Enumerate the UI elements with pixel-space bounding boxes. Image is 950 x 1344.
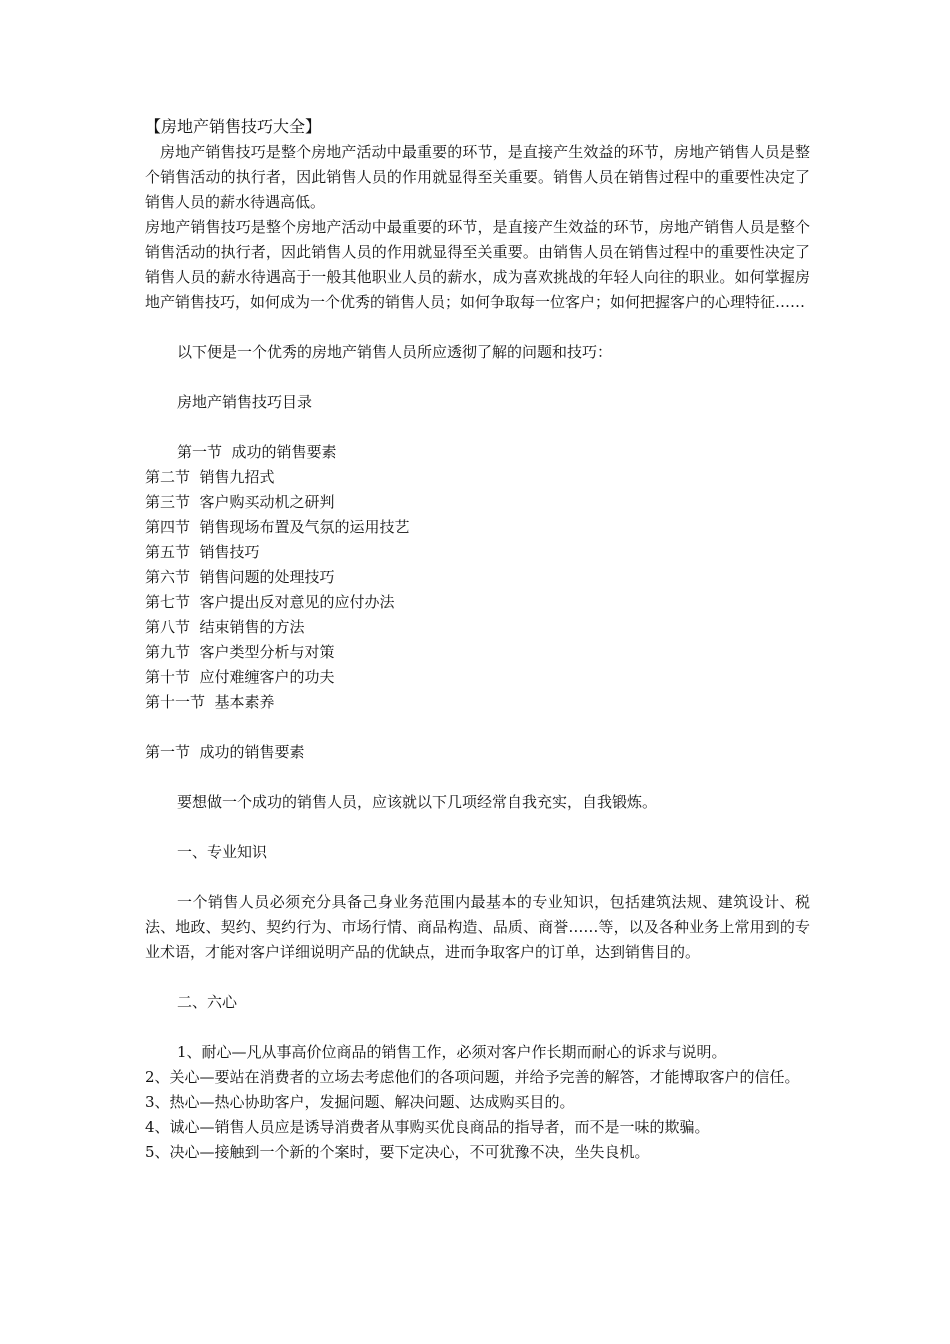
toc-list: [145, 440, 810, 715]
six-hearts-list: [145, 1040, 810, 1165]
toc-item: 第三节 客户购买动机之研判: [145, 493, 335, 511]
intro-paragraph-3: 以下便是一个优秀的房地产销售人员所应透彻了解的问题和技巧：: [177, 343, 613, 361]
list-item: 1、耐心—凡从事高价位商品的销售工作，必须对客户作长期而耐心的诉求与说明。: [177, 1043, 727, 1061]
intro-paragraph-2: 房地产销售技巧是整个房地产活动中最重要的环节，是直接产生效益的环节，房地产销售人员是整个销售活动的执行者，因此销售人员的作用就显得至关重要。由销售人员在销售过程中的重要性决定了销售人员的薪水待遇高于一般其他职业人员的薪水，成为喜欢挑战的年轻人向往的职业。如何掌握房地产销售技巧，如何成为一个优秀的销售人员；如何争取每一位客户；如何把握客户的心理特征……: [145, 218, 810, 311]
toc-item: 第二节 销售九招式: [145, 468, 275, 486]
toc-item: 第九节 客户类型分析与对策: [145, 643, 335, 661]
subsection-2-heading: 二、六心: [177, 993, 238, 1011]
toc-item: 第五节 销售技巧: [145, 543, 260, 561]
toc-item: 第一节 成功的销售要素: [177, 443, 337, 461]
toc-item: 第六节 销售问题的处理技巧: [145, 568, 335, 586]
toc-item: 第八节 结束销售的方法: [145, 618, 305, 636]
toc-item: 第十一节 基本素养: [145, 693, 275, 711]
document-title: 【房地产销售技巧大全】: [145, 117, 322, 136]
toc-title: 房地产销售技巧目录: [177, 393, 313, 411]
intro-paragraph-1: 房地产销售技巧是整个房地产活动中最重要的环节，是直接产生效益的环节，房地产销售人员是整个销售活动的执行者，因此销售人员的作用就显得至关重要。销售人员在销售过程中的重要性决定了销售人员的薪水待遇高低。: [145, 143, 810, 211]
section-1-intro: 要想做一个成功的销售人员，应该就以下几项经常自我充实，自我锻炼。: [177, 793, 658, 811]
list-item: 2、关心—要站在消费者的立场去考虑他们的各项问题，并给予完善的解答，才能博取客户的信任。: [145, 1068, 800, 1086]
toc-item: 第十节 应付难缠客户的功夫: [145, 668, 335, 686]
section-1-heading: 第一节 成功的销售要素: [145, 743, 305, 761]
document-page: [145, 114, 810, 1165]
subsection-1-text: 一个销售人员必须充分具备己身业务范围内最基本的专业知识，包括建筑法规、建筑设计、税法、地政、契约、契约行为、市场行情、商品构造、品质、商誉……等，以及各种业务上常用到的专业术语，才能对客户详细说明产品的优缺点，进而争取客户的订单，达到销售目的。: [145, 893, 810, 961]
subsection-1-heading: 一、专业知识: [177, 843, 268, 861]
toc-item: 第四节 销售现场布置及气氛的运用技艺: [145, 518, 410, 536]
list-item: 5、决心—接触到一个新的个案时，要下定决心，不可犹豫不决，坐失良机。: [145, 1143, 650, 1161]
list-item: 4、诚心—销售人员应是诱导消费者从事购买优良商品的指导者，而不是一味的欺骗。: [145, 1118, 710, 1136]
toc-item: 第七节 客户提出反对意见的应付办法: [145, 593, 395, 611]
list-item: 3、热心—热心协助客户，发掘问题、解决问题、达成购买目的。: [145, 1093, 575, 1111]
